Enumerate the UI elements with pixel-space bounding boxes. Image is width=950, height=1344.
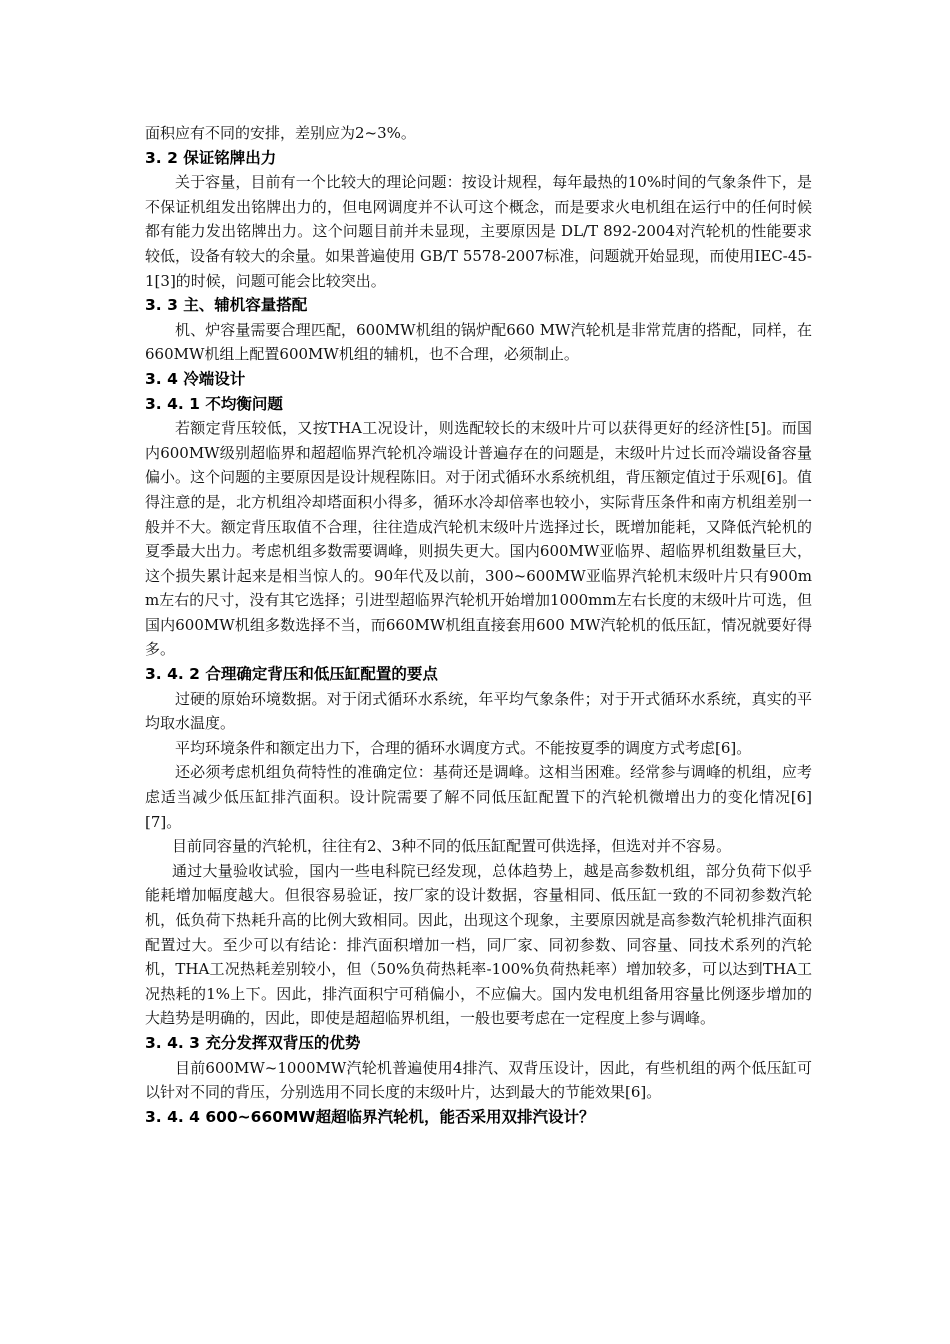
paragraph: 目前同容量的汽轮机，往往有2、3种不同的低压缸配置可供选择，但选对并不容易。 bbox=[172, 837, 732, 856]
subsection-heading: 3. 4. 3 充分发挥双背压的优势 bbox=[145, 1033, 361, 1052]
document-body bbox=[145, 121, 812, 1129]
subsection-heading: 3. 4. 4 600~660MW超超临界汽轮机，能否采用双排汽设计？ bbox=[145, 1107, 595, 1126]
subsection-heading: 3. 4. 2 合理确定背压和低压缸配置的要点 bbox=[145, 665, 438, 684]
paragraph: 若额定背压较低，又按THA工况设计，则选配较长的末级叶片可以获得更好的经济性[5]。而国内600MW级别超临界和超超临界汽轮机冷端设计普遍存在的问题是，末级叶片过长而冷端设备容量偏小。这个问题的主要原因是设计规程陈旧。对于闭式循环水系统机组，背压额定值过于乐观[6]。值得注意的是，北方机组冷却塔面积小得多，循环水冷却倍率也较小，实际背压条件和南方机组差别一般并不大。额定背压取值不合理，往往造成汽轮机末级叶片选择过长，既增加能耗，又降低汽轮机的夏季最大出力。考虑机组多数需要调峰，则损失更大。国内600MW亚临界、超临界机组数量巨大，这个损失累计起来是相当惊人的。90年代及以前，300~600MW亚临界汽轮机末级叶片只有900mm左右的尺寸，没有其它选择；引进型超临界汽轮机开始增加1000mm左右长度的末级叶片可选，但国内600MW机组多数选择不当，而660MW机组直接套用600 MW汽轮机的低压缸，情况就要好得多。 bbox=[145, 419, 812, 659]
paragraph: 机、炉容量需要合理匹配，600MW机组的锅炉配660 MW汽轮机是非常荒唐的搭配，同样，在660MW机组上配置600MW机组的辅机，也不合理，必须制止。 bbox=[145, 320, 812, 364]
paragraph: 平均环境条件和额定出力下，合理的循环水调度方式。不能按夏季的调度方式考虑[6]。 bbox=[175, 738, 752, 757]
paragraph: 面积应有不同的安排，差别应为2~3%。 bbox=[145, 124, 416, 142]
paragraph: 关于容量，目前有一个比较大的理论问题：按设计规程，每年最热的10%时间的气象条件下，是不保证机组发出铭牌出力的，但电网调度并不认可这个概念，而是要求火电机组在运行中的任何时候都有能力发出铭牌出力。这个问题目前并未显现，主要原因是 DL/T 892-2004对汽轮机的性能要求较低，设备有较大的余量。如果普遍使用 GB/T 5578-2007标准，问题就开始显现，而使用IEC-45-1[3]的时候，问题可能会比较突出。 bbox=[145, 173, 812, 290]
subsection-heading: 3. 4. 1 不均衡问题 bbox=[145, 394, 283, 413]
paragraph: 还必须考虑机组负荷特性的准确定位：基荷还是调峰。这相当困难。经常参与调峰的机组，应考虑适当减少低压缸排汽面积。设计院需要了解不同低压缸配置下的汽轮机微增出力的变化情况[6][7]。 bbox=[145, 763, 812, 831]
section-heading: 3. 3 主、辅机容量搭配 bbox=[145, 296, 308, 315]
paragraph: 目前600MW~1000MW汽轮机普遍使用4排汽、双背压设计，因此，有些机组的两个低压缸可以针对不同的背压，分别选用不同长度的末级叶片，达到最大的节能效果[6]。 bbox=[145, 1058, 812, 1102]
paragraph: 过硬的原始环境数据。对于闭式循环水系统，年平均气象条件；对于开式循环水系统，真实的平均取水温度。 bbox=[145, 689, 812, 733]
section-heading: 3. 2 保证铭牌出力 bbox=[145, 148, 277, 167]
section-heading: 3. 4 冷端设计 bbox=[145, 369, 246, 388]
paragraph: 通过大量验收试验，国内一些电科院已经发现，总体趋势上，越是高参数机组，部分负荷下似乎能耗增加幅度越大。但很容易验证，按厂家的设计数据，容量相同、低压缸一致的不同初参数汽轮机，低负荷下热耗升高的比例大致相同。因此，出现这个现象，主要原因就是高参数汽轮机排汽面积配置过大。至少可以有结论：排汽面积增加一档，同厂家、同初参数、同容量、同技术系列的汽轮机，THA工况热耗差别较小，但（50%负荷热耗率-100%负荷热耗率）增加较多，可以达到THA工况热耗的1%上下。因此，排汽面积宁可稍偏小，不应偏大。国内发电机组备用容量比例逐步增加的大趋势是明确的，因此，即使是超超临界机组，一般也要考虑在一定程度上参与调峰。 bbox=[145, 861, 812, 1028]
